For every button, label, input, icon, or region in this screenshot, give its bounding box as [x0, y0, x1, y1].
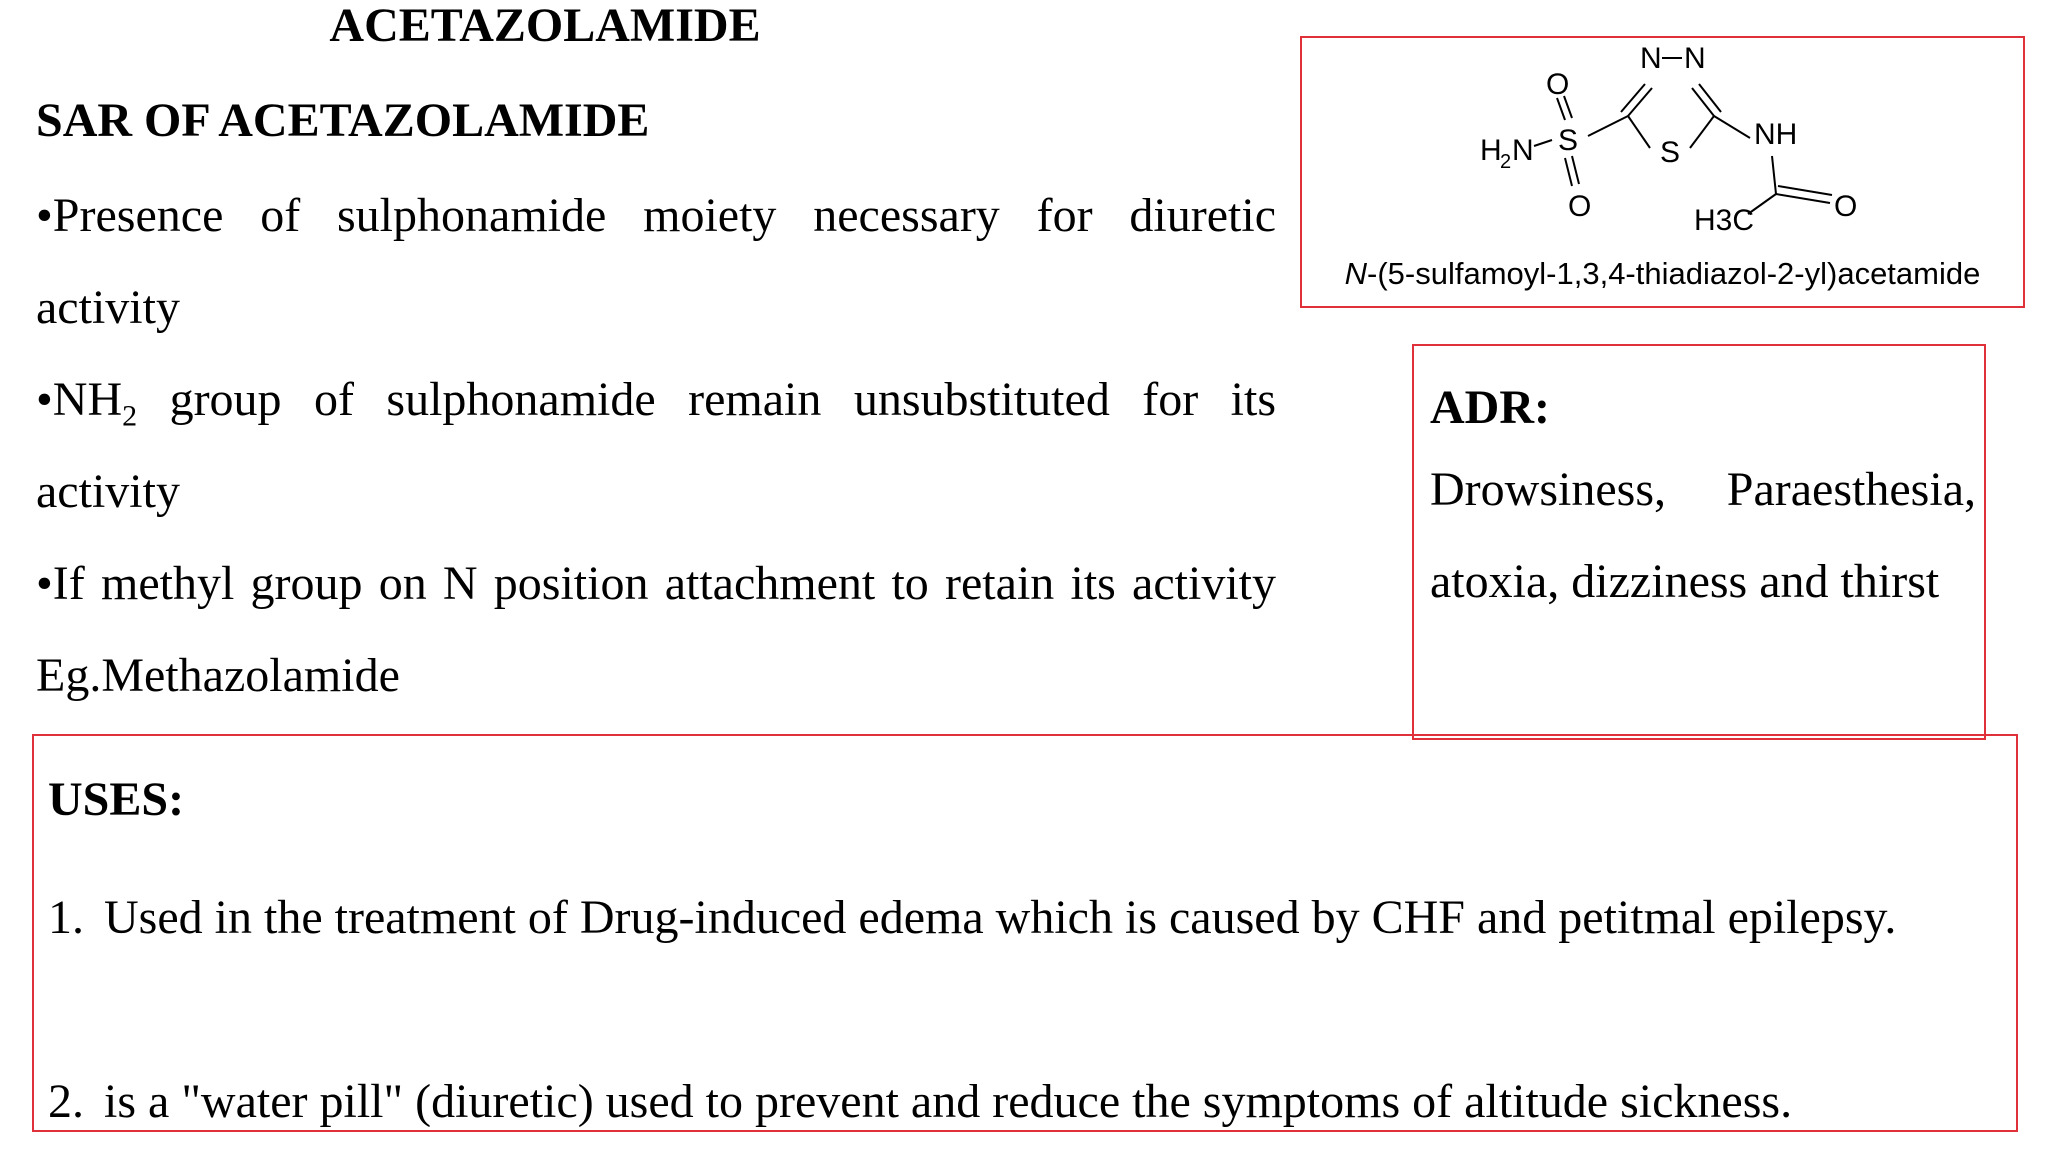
uses-heading: USES: — [48, 773, 185, 826]
bond — [1776, 194, 1830, 203]
atom-n2: N — [1684, 42, 1706, 75]
uses-box — [32, 734, 2018, 1132]
sar-item-3: •If methyl group on N position attachment to retain its activity Eg.Methazolamide — [36, 557, 1276, 702]
atom-o-carbonyl: O — [1834, 190, 1858, 223]
atom-ch3: H3C — [1694, 204, 1755, 237]
atom-s-sulfonyl: S — [1558, 124, 1579, 157]
atom-o-bottom: O — [1568, 190, 1592, 223]
sar-item-2-subscript: 2 — [122, 399, 138, 433]
use-item-text: is a "water pill" (diuretic) used to prevent and reduce the symptoms of altitude sickness. — [104, 1075, 1793, 1128]
atom-nh: NH — [1754, 118, 1798, 151]
bond — [1557, 98, 1565, 120]
bond — [1628, 88, 1652, 116]
bond — [1690, 116, 1714, 148]
adr-text: Drowsiness, Paraesthesia, atoxia, dizziness and thirst — [1430, 463, 1976, 608]
bond — [1621, 84, 1645, 112]
use-item-2 — [48, 1056, 2000, 1148]
bond — [1699, 84, 1721, 112]
use-item-number: 1. — [48, 891, 84, 944]
use-item-1 — [48, 872, 2000, 964]
adr-box — [1412, 344, 1986, 740]
bond — [1628, 116, 1650, 148]
caption-rest: -(5-sulfamoyl-1,3,4-thiadiazol-2-yl)acetamide — [1367, 256, 1981, 291]
bond — [1778, 186, 1832, 195]
bond — [1534, 140, 1552, 146]
page-title: ACETAZOLAMIDE — [329, 0, 761, 52]
adr-heading: ADR: — [1430, 381, 1550, 434]
sar-item-2-prefix: •NH — [36, 373, 123, 426]
atom-s-ring: S — [1660, 136, 1681, 169]
atom-n1: N — [1640, 42, 1662, 75]
caption-italic-n: N — [1344, 256, 1368, 291]
atom-nh2-n: N — [1512, 134, 1534, 167]
bond — [1565, 158, 1572, 186]
bond — [1714, 116, 1750, 138]
sar-list — [36, 170, 1276, 722]
structure-caption — [1302, 256, 2023, 292]
sar-item-2 — [36, 354, 1276, 538]
structure-box — [1300, 36, 2025, 308]
bond — [1772, 156, 1776, 194]
use-item-number: 2. — [48, 1075, 84, 1128]
use-item-text: Used in the treatment of Drug-induced edema which is caused by CHF and petitmal epilepsy. — [104, 891, 1897, 944]
bond — [1588, 116, 1628, 136]
atom-nh2-subscript: 2 — [1500, 151, 1512, 173]
sar-heading: SAR OF ACETAZOLAMIDE — [36, 94, 650, 147]
bond — [1572, 156, 1579, 184]
bond — [1692, 88, 1714, 116]
atom-nh2-h: H — [1480, 134, 1502, 167]
sar-item-2-suffix: group of sulphonamide remain unsubstituted for its activity — [36, 373, 1276, 518]
sar-item-1: •Presence of sulphonamide moiety necessary for diuretic activity — [36, 189, 1276, 334]
atom-o-top: O — [1546, 68, 1570, 101]
